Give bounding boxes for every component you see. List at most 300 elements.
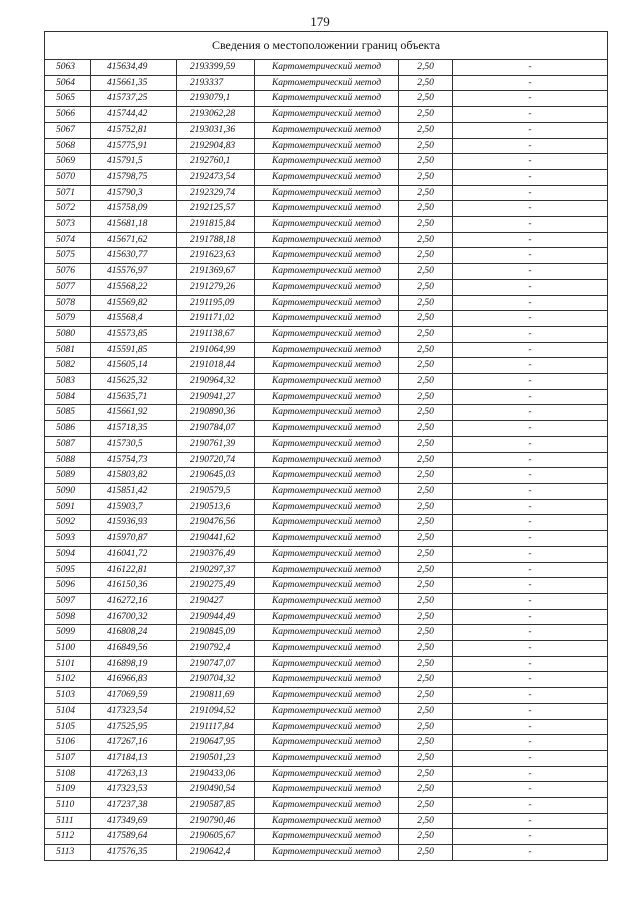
x-coordinate-cell: 417237,38 <box>91 798 177 814</box>
method-cell: Картометрический метод <box>255 625 399 641</box>
accuracy-cell: 2,50 <box>399 562 453 578</box>
description-cell: - <box>453 389 608 405</box>
point-number-cell: 5107 <box>45 750 91 766</box>
x-coordinate-cell: 417263,13 <box>91 766 177 782</box>
accuracy-cell: 2,50 <box>399 625 453 641</box>
x-coordinate-cell: 416041,72 <box>91 546 177 562</box>
method-cell: Картометрический метод <box>255 232 399 248</box>
accuracy-cell: 2,50 <box>399 169 453 185</box>
table-row <box>45 326 608 342</box>
point-number-cell: 5093 <box>45 531 91 547</box>
table-title-row <box>45 32 608 60</box>
table-row <box>45 452 608 468</box>
table-body <box>45 60 608 861</box>
table-row <box>45 562 608 578</box>
x-coordinate-cell: 415754,73 <box>91 452 177 468</box>
point-number-cell: 5086 <box>45 421 91 437</box>
point-number-cell: 5091 <box>45 499 91 515</box>
x-coordinate-cell: 415718,35 <box>91 421 177 437</box>
y-coordinate-cell: 2191094,52 <box>177 703 255 719</box>
table-row <box>45 735 608 751</box>
method-cell: Картометрический метод <box>255 91 399 107</box>
point-number-cell: 5112 <box>45 829 91 845</box>
method-cell: Картометрический метод <box>255 358 399 374</box>
accuracy-cell: 2,50 <box>399 374 453 390</box>
method-cell: Картометрический метод <box>255 107 399 123</box>
accuracy-cell: 2,50 <box>399 185 453 201</box>
y-coordinate-cell: 2192125,57 <box>177 201 255 217</box>
y-coordinate-cell: 2193337 <box>177 75 255 91</box>
description-cell: - <box>453 562 608 578</box>
description-cell: - <box>453 311 608 327</box>
description-cell: - <box>453 609 608 625</box>
point-number-cell: 5099 <box>45 625 91 641</box>
description-cell: - <box>453 185 608 201</box>
accuracy-cell: 2,50 <box>399 405 453 421</box>
method-cell: Картометрический метод <box>255 75 399 91</box>
y-coordinate-cell: 2190501,23 <box>177 750 255 766</box>
table-row <box>45 829 608 845</box>
point-number-cell: 5068 <box>45 138 91 154</box>
description-cell: - <box>453 138 608 154</box>
description-cell: - <box>453 625 608 641</box>
description-cell: - <box>453 829 608 845</box>
description-cell: - <box>453 358 608 374</box>
x-coordinate-cell: 415737,25 <box>91 91 177 107</box>
accuracy-cell: 2,50 <box>399 452 453 468</box>
point-number-cell: 5067 <box>45 122 91 138</box>
x-coordinate-cell: 415681,18 <box>91 217 177 233</box>
description-cell: - <box>453 436 608 452</box>
table-row <box>45 374 608 390</box>
x-coordinate-cell: 417267,16 <box>91 735 177 751</box>
table-row <box>45 248 608 264</box>
accuracy-cell: 2,50 <box>399 436 453 452</box>
method-cell: Картометрический метод <box>255 436 399 452</box>
table-row <box>45 468 608 484</box>
point-number-cell: 5073 <box>45 217 91 233</box>
description-cell: - <box>453 531 608 547</box>
table-row <box>45 656 608 672</box>
table-row <box>45 358 608 374</box>
description-cell: - <box>453 672 608 688</box>
x-coordinate-cell: 415791,5 <box>91 154 177 170</box>
accuracy-cell: 2,50 <box>399 515 453 531</box>
description-cell: - <box>453 217 608 233</box>
description-cell: - <box>453 798 608 814</box>
description-cell: - <box>453 374 608 390</box>
point-number-cell: 5077 <box>45 279 91 295</box>
x-coordinate-cell: 415758,09 <box>91 201 177 217</box>
method-cell: Картометрический метод <box>255 499 399 515</box>
method-cell: Картометрический метод <box>255 703 399 719</box>
point-number-cell: 5079 <box>45 311 91 327</box>
table-row <box>45 122 608 138</box>
method-cell: Картометрический метод <box>255 169 399 185</box>
method-cell: Картометрический метод <box>255 421 399 437</box>
description-cell: - <box>453 766 608 782</box>
x-coordinate-cell: 415752,81 <box>91 122 177 138</box>
description-cell: - <box>453 122 608 138</box>
method-cell: Картометрический метод <box>255 562 399 578</box>
method-cell: Картометрический метод <box>255 248 399 264</box>
table-row <box>45 483 608 499</box>
accuracy-cell: 2,50 <box>399 735 453 751</box>
x-coordinate-cell: 417323,53 <box>91 782 177 798</box>
x-coordinate-cell: 417525,95 <box>91 719 177 735</box>
accuracy-cell: 2,50 <box>399 421 453 437</box>
method-cell: Картометрический метод <box>255 389 399 405</box>
point-number-cell: 5075 <box>45 248 91 264</box>
x-coordinate-cell: 415744,42 <box>91 107 177 123</box>
point-number-cell: 5069 <box>45 154 91 170</box>
description-cell: - <box>453 641 608 657</box>
accuracy-cell: 2,50 <box>399 60 453 76</box>
accuracy-cell: 2,50 <box>399 641 453 657</box>
point-number-cell: 5090 <box>45 483 91 499</box>
description-cell: - <box>453 578 608 594</box>
x-coordinate-cell: 415803,82 <box>91 468 177 484</box>
table-row <box>45 60 608 76</box>
table-row <box>45 688 608 704</box>
table-row <box>45 295 608 311</box>
description-cell: - <box>453 342 608 358</box>
accuracy-cell: 2,50 <box>399 688 453 704</box>
method-cell: Картометрический метод <box>255 719 399 735</box>
description-cell: - <box>453 232 608 248</box>
method-cell: Картометрический метод <box>255 483 399 499</box>
y-coordinate-cell: 2191369,67 <box>177 264 255 280</box>
table-row <box>45 766 608 782</box>
y-coordinate-cell: 2190579,5 <box>177 483 255 499</box>
x-coordinate-cell: 417576,35 <box>91 845 177 861</box>
table-row <box>45 91 608 107</box>
point-number-cell: 5070 <box>45 169 91 185</box>
y-coordinate-cell: 2191138,67 <box>177 326 255 342</box>
table-row <box>45 609 608 625</box>
method-cell: Картометрический метод <box>255 279 399 295</box>
point-number-cell: 5085 <box>45 405 91 421</box>
table-row <box>45 546 608 562</box>
description-cell: - <box>453 201 608 217</box>
point-number-cell: 5113 <box>45 845 91 861</box>
x-coordinate-cell: 415573,85 <box>91 326 177 342</box>
x-coordinate-cell: 416808,24 <box>91 625 177 641</box>
table-row <box>45 593 608 609</box>
accuracy-cell: 2,50 <box>399 672 453 688</box>
y-coordinate-cell: 2192473,54 <box>177 169 255 185</box>
accuracy-cell: 2,50 <box>399 845 453 861</box>
method-cell: Картометрический метод <box>255 593 399 609</box>
x-coordinate-cell: 415970,87 <box>91 531 177 547</box>
accuracy-cell: 2,50 <box>399 499 453 515</box>
y-coordinate-cell: 2192760,1 <box>177 154 255 170</box>
point-number-cell: 5088 <box>45 452 91 468</box>
description-cell: - <box>453 735 608 751</box>
point-number-cell: 5078 <box>45 295 91 311</box>
y-coordinate-cell: 2191279,26 <box>177 279 255 295</box>
y-coordinate-cell: 2190845,09 <box>177 625 255 641</box>
point-number-cell: 5074 <box>45 232 91 248</box>
accuracy-cell: 2,50 <box>399 154 453 170</box>
table-row <box>45 107 608 123</box>
point-number-cell: 5106 <box>45 735 91 751</box>
method-cell: Картометрический метод <box>255 782 399 798</box>
y-coordinate-cell: 2190605,67 <box>177 829 255 845</box>
x-coordinate-cell: 417069,59 <box>91 688 177 704</box>
y-coordinate-cell: 2190376,49 <box>177 546 255 562</box>
y-coordinate-cell: 2190964,32 <box>177 374 255 390</box>
y-coordinate-cell: 2190720,74 <box>177 452 255 468</box>
method-cell: Картометрический метод <box>255 750 399 766</box>
accuracy-cell: 2,50 <box>399 593 453 609</box>
point-number-cell: 5111 <box>45 813 91 829</box>
table-row <box>45 782 608 798</box>
accuracy-cell: 2,50 <box>399 782 453 798</box>
table-row <box>45 405 608 421</box>
description-cell: - <box>453 326 608 342</box>
point-number-cell: 5071 <box>45 185 91 201</box>
accuracy-cell: 2,50 <box>399 358 453 374</box>
accuracy-cell: 2,50 <box>399 122 453 138</box>
point-number-cell: 5080 <box>45 326 91 342</box>
accuracy-cell: 2,50 <box>399 91 453 107</box>
y-coordinate-cell: 2190427 <box>177 593 255 609</box>
x-coordinate-cell: 416849,56 <box>91 641 177 657</box>
point-number-cell: 5110 <box>45 798 91 814</box>
x-coordinate-cell: 415798,75 <box>91 169 177 185</box>
description-cell: - <box>453 719 608 735</box>
y-coordinate-cell: 2190784,07 <box>177 421 255 437</box>
y-coordinate-cell: 2191788,18 <box>177 232 255 248</box>
method-cell: Картометрический метод <box>255 609 399 625</box>
accuracy-cell: 2,50 <box>399 483 453 499</box>
y-coordinate-cell: 2190642,4 <box>177 845 255 861</box>
method-cell: Картометрический метод <box>255 813 399 829</box>
x-coordinate-cell: 415775,91 <box>91 138 177 154</box>
table-row <box>45 625 608 641</box>
method-cell: Картометрический метод <box>255 374 399 390</box>
accuracy-cell: 2,50 <box>399 656 453 672</box>
method-cell: Картометрический метод <box>255 185 399 201</box>
description-cell: - <box>453 279 608 295</box>
point-number-cell: 5092 <box>45 515 91 531</box>
method-cell: Картометрический метод <box>255 672 399 688</box>
description-cell: - <box>453 295 608 311</box>
table-row <box>45 719 608 735</box>
y-coordinate-cell: 2190792,4 <box>177 641 255 657</box>
x-coordinate-cell: 415569,82 <box>91 295 177 311</box>
description-cell: - <box>453 264 608 280</box>
x-coordinate-cell: 415605,14 <box>91 358 177 374</box>
method-cell: Картометрический метод <box>255 264 399 280</box>
x-coordinate-cell: 415661,35 <box>91 75 177 91</box>
x-coordinate-cell: 417323,54 <box>91 703 177 719</box>
point-number-cell: 5094 <box>45 546 91 562</box>
point-number-cell: 5100 <box>45 641 91 657</box>
accuracy-cell: 2,50 <box>399 798 453 814</box>
y-coordinate-cell: 2191815,84 <box>177 217 255 233</box>
y-coordinate-cell: 2192329,74 <box>177 185 255 201</box>
boundary-coordinates-table <box>44 31 608 861</box>
description-cell: - <box>453 703 608 719</box>
x-coordinate-cell: 415730,5 <box>91 436 177 452</box>
y-coordinate-cell: 2190490,54 <box>177 782 255 798</box>
table-row <box>45 641 608 657</box>
description-cell: - <box>453 248 608 264</box>
description-cell: - <box>453 593 608 609</box>
accuracy-cell: 2,50 <box>399 138 453 154</box>
point-number-cell: 5066 <box>45 107 91 123</box>
x-coordinate-cell: 416700,32 <box>91 609 177 625</box>
point-number-cell: 5076 <box>45 264 91 280</box>
table-row <box>45 703 608 719</box>
accuracy-cell: 2,50 <box>399 217 453 233</box>
accuracy-cell: 2,50 <box>399 107 453 123</box>
table-row <box>45 813 608 829</box>
x-coordinate-cell: 417184,13 <box>91 750 177 766</box>
method-cell: Картометрический метод <box>255 452 399 468</box>
y-coordinate-cell: 2191117,84 <box>177 719 255 735</box>
y-coordinate-cell: 2190811,69 <box>177 688 255 704</box>
method-cell: Картометрический метод <box>255 578 399 594</box>
accuracy-cell: 2,50 <box>399 389 453 405</box>
table-row <box>45 515 608 531</box>
table-row <box>45 389 608 405</box>
table-row <box>45 279 608 295</box>
method-cell: Картометрический метод <box>255 405 399 421</box>
method-cell: Картометрический метод <box>255 656 399 672</box>
y-coordinate-cell: 2190587,85 <box>177 798 255 814</box>
y-coordinate-cell: 2190297,37 <box>177 562 255 578</box>
x-coordinate-cell: 416122,81 <box>91 562 177 578</box>
method-cell: Картометрический метод <box>255 295 399 311</box>
point-number-cell: 5103 <box>45 688 91 704</box>
table-row <box>45 578 608 594</box>
method-cell: Картометрический метод <box>255 531 399 547</box>
accuracy-cell: 2,50 <box>399 468 453 484</box>
method-cell: Картометрический метод <box>255 829 399 845</box>
table-row <box>45 798 608 814</box>
description-cell: - <box>453 656 608 672</box>
x-coordinate-cell: 415630,77 <box>91 248 177 264</box>
y-coordinate-cell: 2191018,44 <box>177 358 255 374</box>
table-row <box>45 436 608 452</box>
point-number-cell: 5098 <box>45 609 91 625</box>
description-cell: - <box>453 107 608 123</box>
y-coordinate-cell: 2190513,6 <box>177 499 255 515</box>
accuracy-cell: 2,50 <box>399 295 453 311</box>
description-cell: - <box>453 515 608 531</box>
description-cell: - <box>453 169 608 185</box>
description-cell: - <box>453 91 608 107</box>
accuracy-cell: 2,50 <box>399 719 453 735</box>
point-number-cell: 5104 <box>45 703 91 719</box>
description-cell: - <box>453 452 608 468</box>
method-cell: Картометрический метод <box>255 766 399 782</box>
table-row <box>45 185 608 201</box>
x-coordinate-cell: 416966,83 <box>91 672 177 688</box>
description-cell: - <box>453 483 608 499</box>
method-cell: Картометрический метод <box>255 342 399 358</box>
method-cell: Картометрический метод <box>255 641 399 657</box>
point-number-cell: 5097 <box>45 593 91 609</box>
description-cell: - <box>453 845 608 861</box>
description-cell: - <box>453 421 608 437</box>
x-coordinate-cell: 417589,64 <box>91 829 177 845</box>
accuracy-cell: 2,50 <box>399 813 453 829</box>
method-cell: Картометрический метод <box>255 311 399 327</box>
method-cell: Картометрический метод <box>255 468 399 484</box>
point-number-cell: 5102 <box>45 672 91 688</box>
method-cell: Картометрический метод <box>255 122 399 138</box>
accuracy-cell: 2,50 <box>399 326 453 342</box>
method-cell: Картометрический метод <box>255 688 399 704</box>
accuracy-cell: 2,50 <box>399 311 453 327</box>
table-row <box>45 421 608 437</box>
point-number-cell: 5108 <box>45 766 91 782</box>
table-row <box>45 672 608 688</box>
y-coordinate-cell: 2191064,99 <box>177 342 255 358</box>
accuracy-cell: 2,50 <box>399 342 453 358</box>
description-cell: - <box>453 750 608 766</box>
y-coordinate-cell: 2193062,28 <box>177 107 255 123</box>
y-coordinate-cell: 2191623,63 <box>177 248 255 264</box>
accuracy-cell: 2,50 <box>399 248 453 264</box>
y-coordinate-cell: 2190941,27 <box>177 389 255 405</box>
point-number-cell: 5105 <box>45 719 91 735</box>
point-number-cell: 5109 <box>45 782 91 798</box>
accuracy-cell: 2,50 <box>399 279 453 295</box>
y-coordinate-cell: 2190704,32 <box>177 672 255 688</box>
table-row <box>45 342 608 358</box>
table-row <box>45 201 608 217</box>
y-coordinate-cell: 2190441,62 <box>177 531 255 547</box>
accuracy-cell: 2,50 <box>399 264 453 280</box>
y-coordinate-cell: 2190761,39 <box>177 436 255 452</box>
description-cell: - <box>453 405 608 421</box>
point-number-cell: 5063 <box>45 60 91 76</box>
method-cell: Картометрический метод <box>255 201 399 217</box>
y-coordinate-cell: 2190890,36 <box>177 405 255 421</box>
x-coordinate-cell: 415635,71 <box>91 389 177 405</box>
point-number-cell: 5064 <box>45 75 91 91</box>
accuracy-cell: 2,50 <box>399 703 453 719</box>
y-coordinate-cell: 2193399,59 <box>177 60 255 76</box>
y-coordinate-cell: 2190944,49 <box>177 609 255 625</box>
accuracy-cell: 2,50 <box>399 609 453 625</box>
method-cell: Картометрический метод <box>255 326 399 342</box>
point-number-cell: 5096 <box>45 578 91 594</box>
y-coordinate-cell: 2191171,02 <box>177 311 255 327</box>
description-cell: - <box>453 688 608 704</box>
y-coordinate-cell: 2190476,56 <box>177 515 255 531</box>
y-coordinate-cell: 2193079,1 <box>177 91 255 107</box>
accuracy-cell: 2,50 <box>399 546 453 562</box>
table-row <box>45 750 608 766</box>
x-coordinate-cell: 415661,92 <box>91 405 177 421</box>
accuracy-cell: 2,50 <box>399 766 453 782</box>
description-cell: - <box>453 782 608 798</box>
table-row <box>45 138 608 154</box>
x-coordinate-cell: 415851,42 <box>91 483 177 499</box>
table-row <box>45 531 608 547</box>
x-coordinate-cell: 415936,93 <box>91 515 177 531</box>
method-cell: Картометрический метод <box>255 60 399 76</box>
table-row <box>45 311 608 327</box>
x-coordinate-cell: 416272,16 <box>91 593 177 609</box>
method-cell: Картометрический метод <box>255 217 399 233</box>
